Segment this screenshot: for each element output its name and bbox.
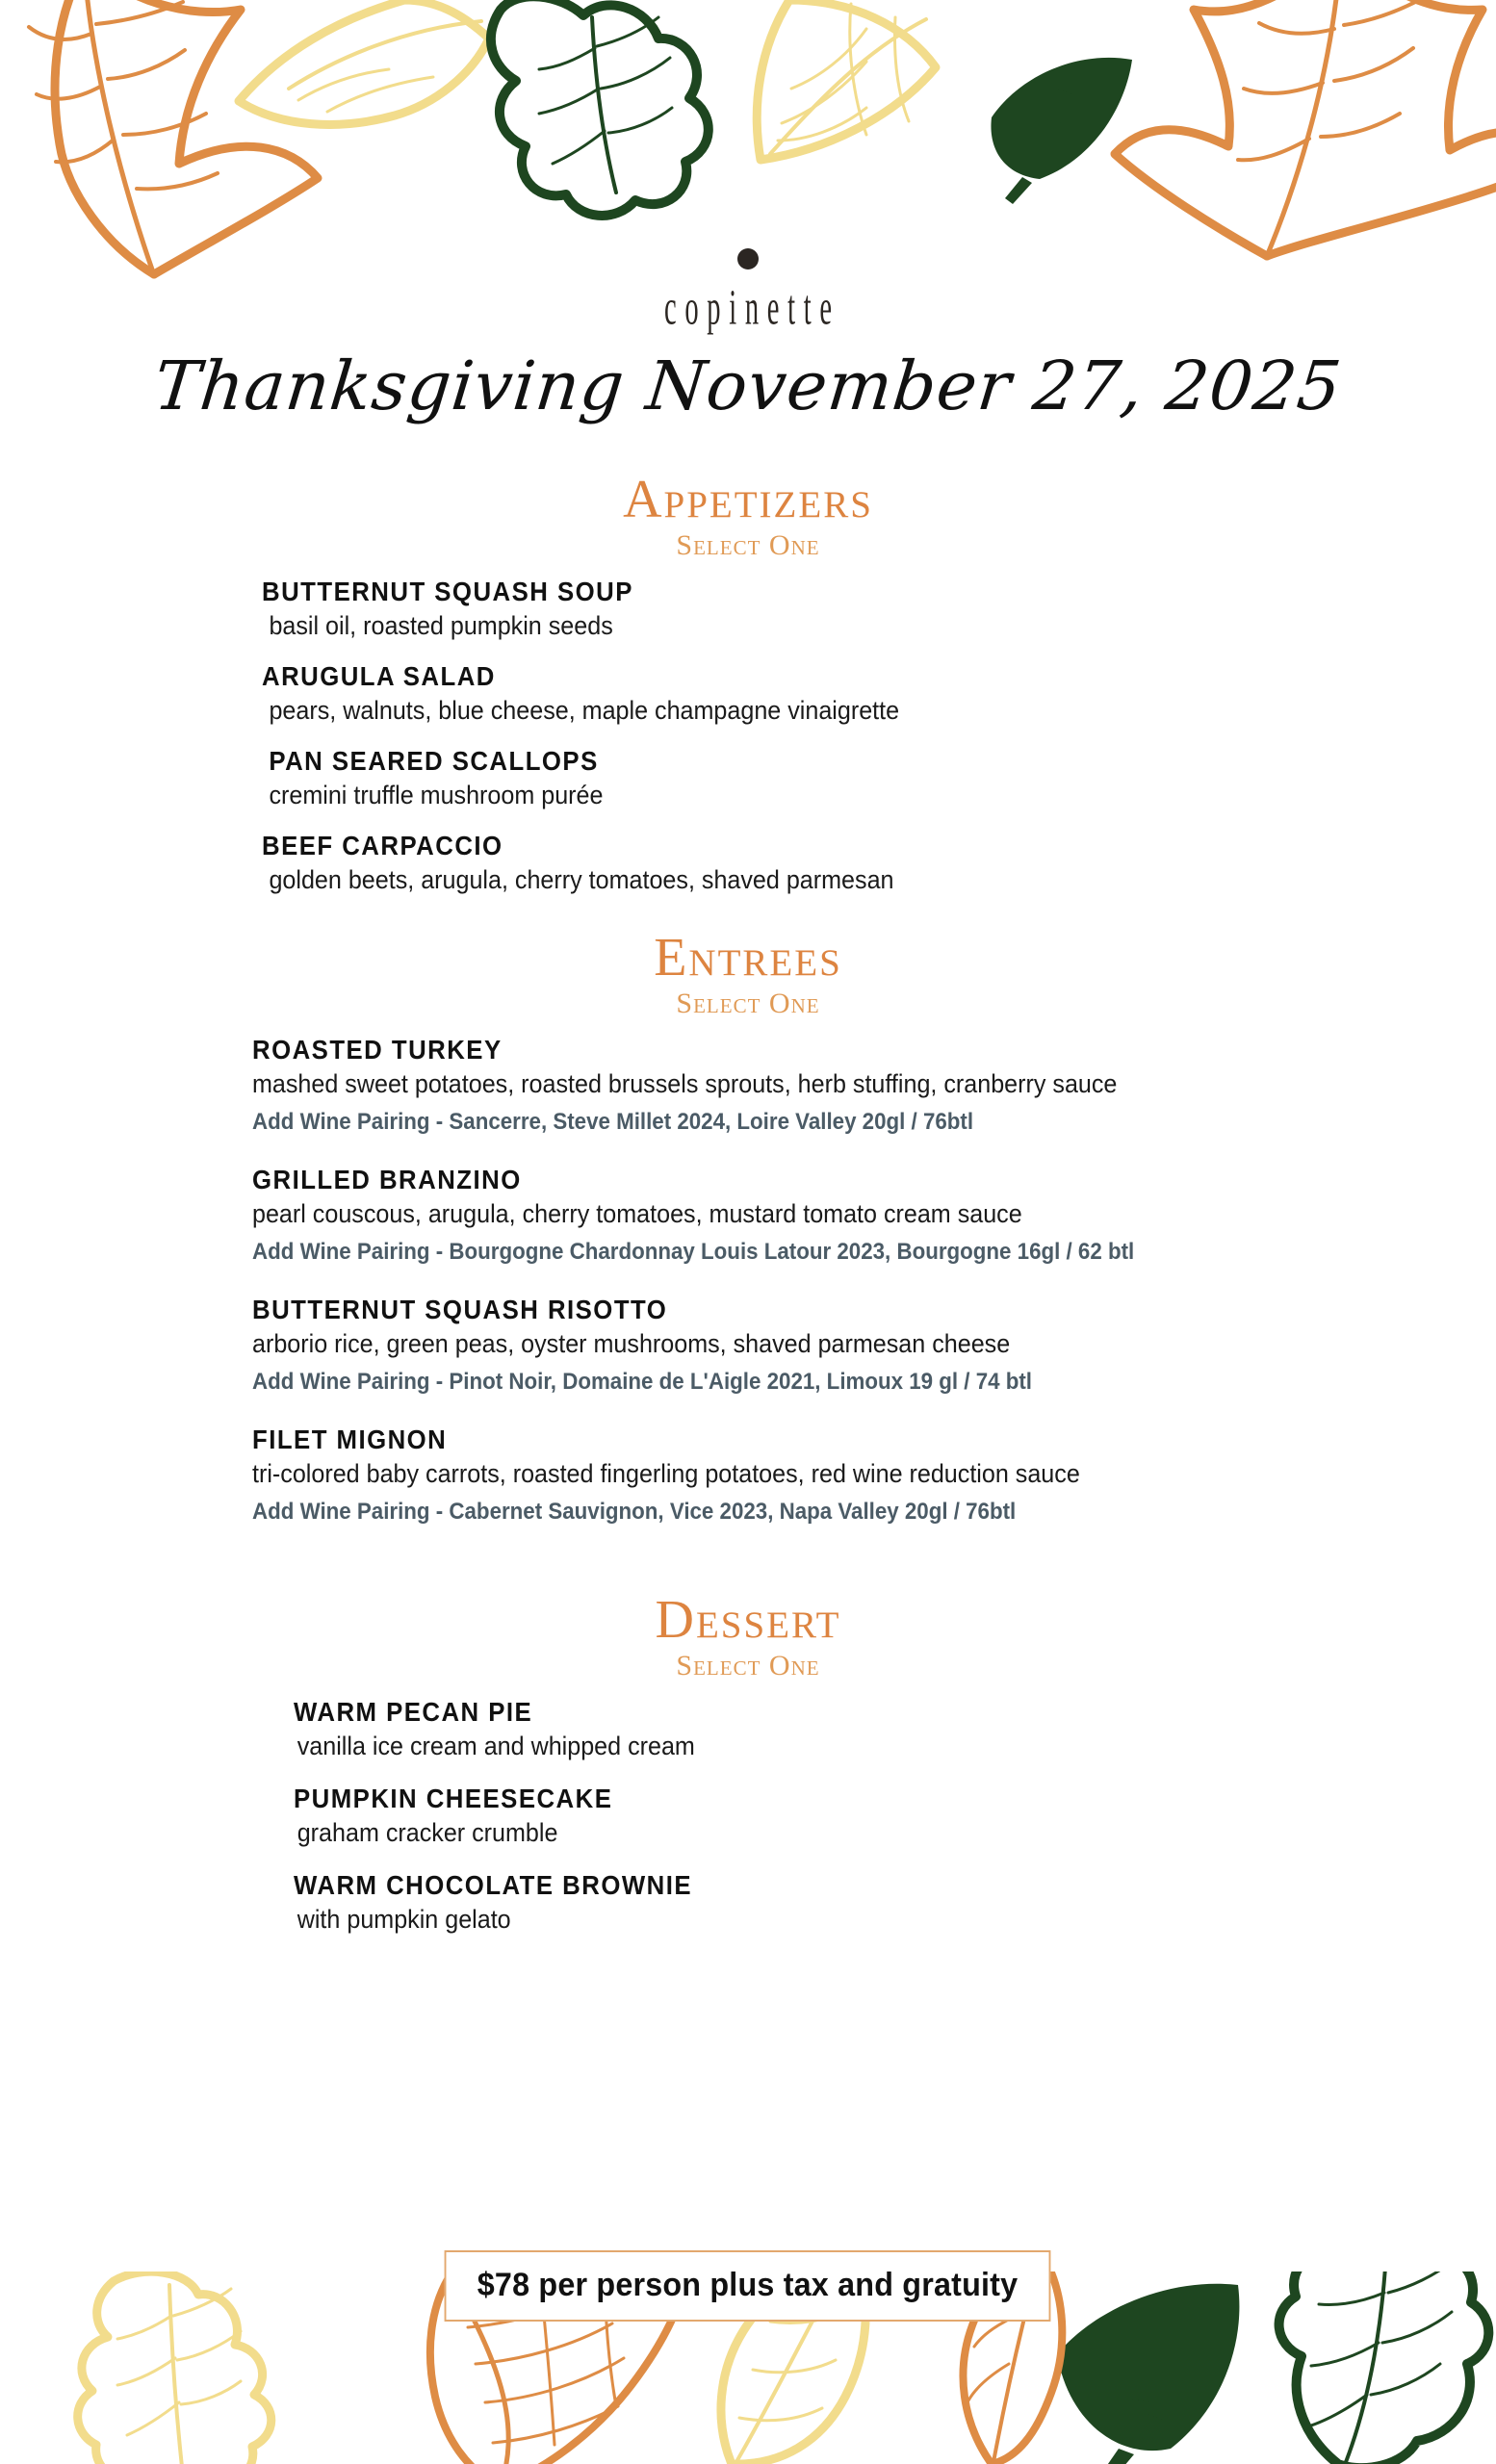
menu-item-desc: golden beets, arugula, cherry tomatoes, shaved parmesan [269,865,894,894]
wine-pairing-note: Add Wine Pairing - Sancerre, Steve Millet 2024, Loire Valley 20gl / 76btl [252,1109,974,1135]
orange-maple-leaf-left [29,0,318,274]
menu-item [262,745,1496,812]
brand-block [0,248,1496,335]
section-title: Entrees [654,928,842,988]
section-subtitle: Select One [676,529,820,561]
menu-item-name: PUMPKIN CHEESECAKE [294,1784,613,1813]
menu-item-name: ROASTED TURKEY [252,1035,503,1065]
section-subtitle: Select One [676,1650,820,1681]
wine-pairing-note: Add Wine Pairing - Bourgogne Chardonnay Louis Latour 2023, Bourgogne 16gl / 62 btl [252,1239,1135,1265]
price-banner-wrapper [0,2250,1496,2322]
menu-item-desc: with pumpkin gelato [297,1905,511,1934]
menu-item [252,1294,1496,1399]
green-leaf-small-right [991,58,1132,204]
menu-item-desc: pears, walnuts, blue cheese, maple champagne vinaigrette [269,696,900,725]
menu-item-desc: pearl couscous, arugula, cherry tomatoes, mustard tomato cream sauce [252,1199,1022,1228]
yellow-leaf-upper-left [239,0,489,124]
menu-script-title: Thanksgiving November 27, 2025 [150,346,1346,425]
menu-item [262,576,1496,643]
yellow-leaf-center [757,0,936,160]
menu-item-name: WARM CHOCOLATE BROWNIE [294,1870,692,1900]
menu-item [294,1696,1496,1763]
menu-item [294,1869,1496,1937]
menu-item-name: WARM PECAN PIE [294,1697,533,1727]
wine-pairing-note: Add Wine Pairing - Cabernet Sauvignon, Vice 2023, Napa Valley 20gl / 76btl [252,1499,1017,1525]
entree-list [0,1034,1496,1528]
menu-item [252,1034,1496,1139]
menu-item-desc: graham cracker crumble [297,1818,558,1847]
section-title: Appetizers [623,470,873,529]
section-appetizers [0,472,1496,897]
menu-item-name: BUTTERNUT SQUASH SOUP [262,577,633,606]
restaurant-wordmark: copinette [664,279,840,335]
section-dessert [0,1592,1496,1937]
orange-maple-leaf-right [1115,0,1496,256]
section-title: Dessert [655,1590,841,1650]
section-header-dessert [0,1592,1496,1682]
dessert-list [0,1696,1496,1937]
top-leaf-decoration [0,0,1496,289]
section-header-entrees [0,930,1496,1020]
appetizer-list [0,576,1496,897]
menu-item [262,830,1496,897]
section-subtitle: Select One [676,988,820,1019]
menu-item-name: PAN SEARED SCALLOPS [269,746,599,776]
green-oak-leaf-top [491,0,709,216]
menu-item [262,660,1496,728]
menu-item-name: BEEF CARPACCIO [262,831,503,860]
menu-item-desc: arborio rice, green peas, oyster mushrooms, shaved parmesan cheese [252,1329,1011,1358]
menu-item-desc: mashed sweet potatoes, roasted brussels sprouts, herb stuffing, cranberry sauce [252,1069,1118,1098]
menu-item-name: ARUGULA SALAD [262,661,496,691]
price-note-banner: $78 per person plus tax and gratuity [445,2250,1051,2322]
menu-item-desc: tri-colored baby carrots, roasted fingerling potatoes, red wine reduction sauce [252,1459,1080,1488]
wine-pairing-note: Add Wine Pairing - Pinot Noir, Domaine de L'Aigle 2021, Limoux 19 gl / 74 btl [252,1369,1033,1395]
menu-content [0,472,1496,1956]
menu-item-name: GRILLED BRANZINO [252,1165,522,1194]
menu-item-name: BUTTERNUT SQUASH RISOTTO [252,1295,668,1324]
menu-item-desc: vanilla ice cream and whipped cream [297,1732,695,1760]
section-header-appetizers [0,472,1496,562]
menu-item-name: FILET MIGNON [252,1424,448,1454]
menu-item [252,1424,1496,1528]
brand-dot-icon [737,248,759,270]
section-entrees [0,930,1496,1528]
menu-item [294,1783,1496,1850]
menu-item-desc: basil oil, roasted pumpkin seeds [269,611,613,640]
menu-item [252,1164,1496,1269]
menu-item-desc: cremini truffle mushroom purée [269,781,604,809]
